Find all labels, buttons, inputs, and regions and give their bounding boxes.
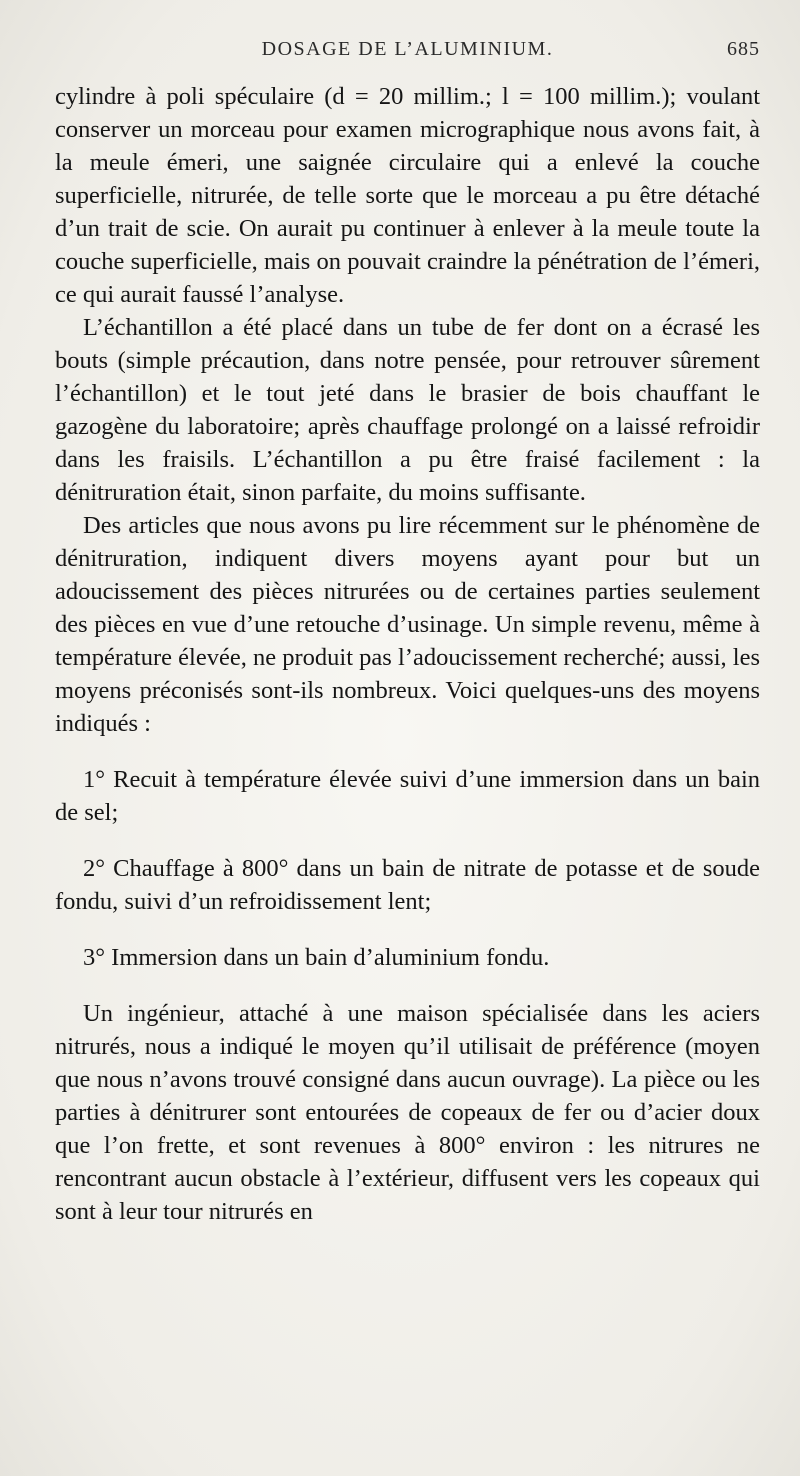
list-item-2: 2° Chauffage à 800° dans un bain de nitrate de potasse et de soude fondu, suivi d’un refroidissement lent; [55, 855, 760, 915]
list-item-1: 1° Recuit à température élevée suivi d’une immersion dans un bain de sel; [55, 766, 760, 826]
list-item-3: 3° Immersion dans un bain d’aluminium fondu. [83, 944, 550, 971]
page-number: 685 [727, 38, 760, 60]
running-head [55, 38, 760, 68]
paragraph-2: L’échantillon a été placé dans un tube de fer dont on a écrasé les bouts (simple précaution, dans notre pensée, pour retrouver sûrement l’échantillon) et le tout jeté dans le brasier de bois chauffant le gazogène du laboratoire; après chauffage prolongé on a laissé refroidir dans les fraisils. L’échantillon a pu être fraisé facilement : la dénitruration était, sinon parfaite, du moins suffisante. [55, 314, 760, 506]
body-text [55, 80, 760, 1228]
paragraph-1: cylindre à poli spéculaire (d = 20 millim.; l = 100 millim.); voulant conserver un morceau pour examen micrographique nous avons fait, à la meule émeri, une saignée circulaire qui a enlevé la couche superficielle, nitrurée, de telle sorte que le morceau a pu être détaché d’un trait de scie. On aurait pu continuer à enlever à la meule toute la couche superficielle, mais on pouvait craindre la pénétration de l’émeri, ce qui aurait faussé l’analyse. [55, 83, 760, 308]
paragraph-3: Des articles que nous avons pu lire récemment sur le phénomène de dénitruration, indiquent divers moyens ayant pour but un adoucissement des pièces nitrurées ou de certaines parties seulement des pièces en vue d’une retouche d’usinage. Un simple revenu, même à température élevée, ne produit pas l’adoucissement recherché; aussi, les moyens préconisés sont-ils nombreux. Voici quelques-uns des moyens indiqués : [55, 512, 760, 737]
paragraph-4: Un ingénieur, attaché à une maison spécialisée dans les aciers nitrurés, nous a indiqué le moyen qu’il utilisait de préférence (moyen que nous n’avons trouvé consigné dans aucun ouvrage). La pièce ou les parties à dénitrurer sont entourées de copeaux de fer ou d’acier doux que l’on frette, et sont revenues à 800° environ : les nitrures ne rencontrant aucun obstacle à l’extérieur, diffusent vers les copeaux qui sont à leur tour nitrurés en [55, 1000, 760, 1225]
running-title: DOSAGE DE L’ALUMINIUM. [261, 38, 554, 60]
